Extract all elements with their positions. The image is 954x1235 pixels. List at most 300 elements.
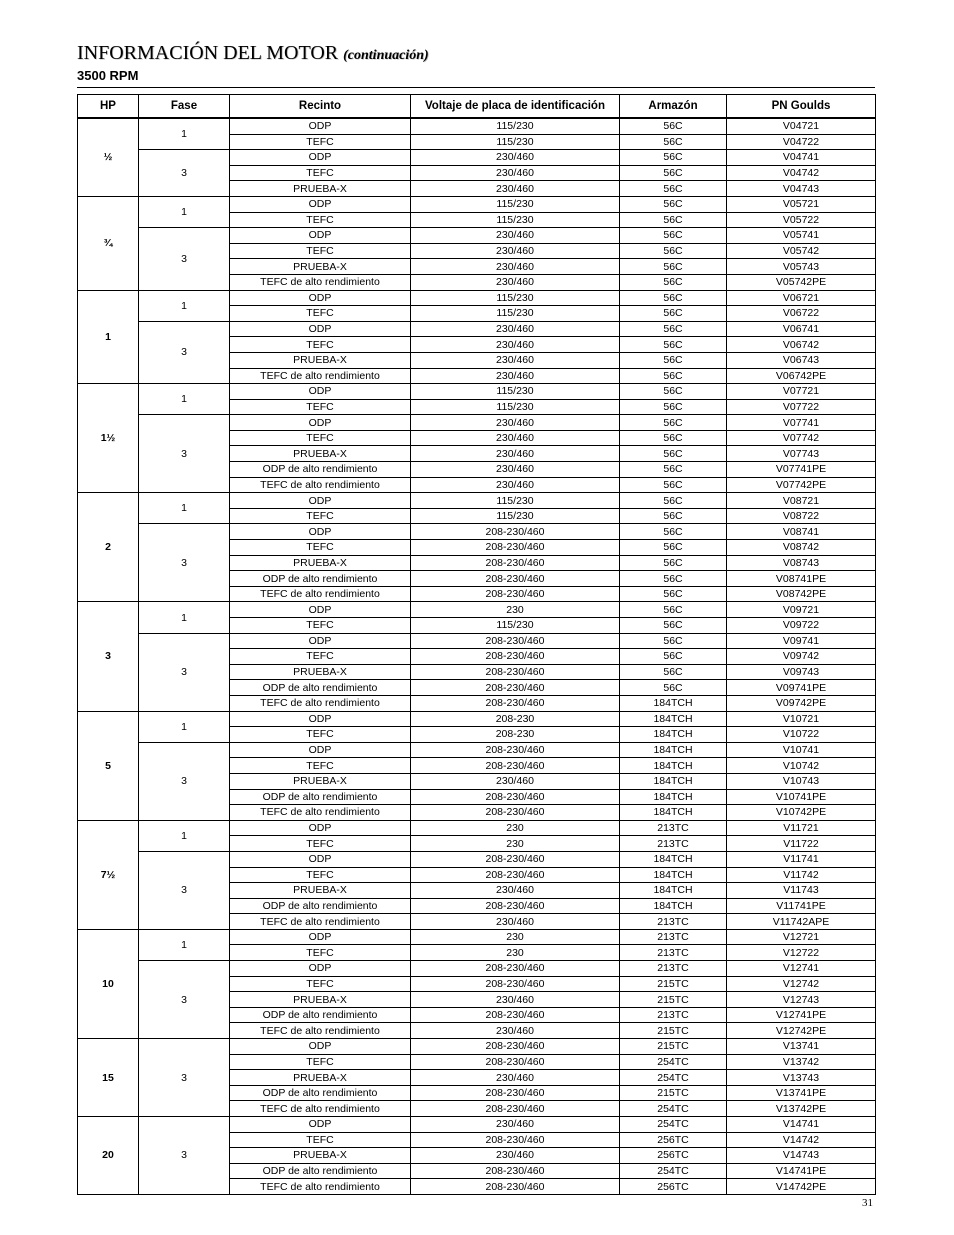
pn-goulds-cell: V13743 [727,1070,876,1086]
voltaje-cell: 230/460 [411,992,620,1008]
pn-goulds-cell: V11743 [727,883,876,899]
pn-goulds-cell: V11742APE [727,914,876,930]
armazon-cell: 56C [620,493,727,509]
pn-goulds-cell: V09721 [727,602,876,618]
armazon-cell: 184TCH [620,773,727,789]
recinto-cell: ODP [230,118,411,134]
pn-goulds-cell: V07743 [727,446,876,462]
armazon-cell: 56C [620,368,727,384]
pn-goulds-cell: V12742 [727,976,876,992]
pn-goulds-cell: V09722 [727,618,876,634]
voltaje-cell: 208-230/460 [411,851,620,867]
recinto-cell: TEFC de alto rendimiento [230,368,411,384]
recinto-cell: TEFC [230,243,411,259]
table-row [78,196,876,212]
column-header-armazon: Armazón [620,95,727,119]
hp-cell: 15 [78,1039,139,1117]
pn-goulds-cell: V14741PE [727,1163,876,1179]
pn-goulds-cell: V07741PE [727,462,876,478]
armazon-cell: 56C [620,150,727,166]
recinto-cell: ODP [230,711,411,727]
armazon-cell: 56C [620,649,727,665]
recinto-cell: ODP [230,929,411,945]
armazon-cell: 56C [620,446,727,462]
fase-cell: 3 [139,961,230,1039]
voltaje-cell: 115/230 [411,399,620,415]
recinto-cell: TEFC [230,134,411,150]
recinto-cell: ODP de alto rendimiento [230,1163,411,1179]
fase-cell: 3 [139,415,230,493]
recinto-cell: TEFC [230,337,411,353]
recinto-cell: TEFC de alto rendimiento [230,914,411,930]
pn-goulds-cell: V08743 [727,555,876,571]
recinto-cell: ODP [230,524,411,540]
column-header-hp: HP [78,95,139,119]
table-row [78,602,876,618]
recinto-cell: ODP [230,290,411,306]
pn-goulds-cell: V04722 [727,134,876,150]
pn-goulds-cell: V14743 [727,1148,876,1164]
voltaje-cell: 208-230/460 [411,789,620,805]
armazon-cell: 254TC [620,1070,727,1086]
pn-goulds-cell: V04741 [727,150,876,166]
pn-goulds-cell: V07742PE [727,477,876,493]
table-row [78,1039,876,1055]
recinto-cell: ODP de alto rendimiento [230,571,411,587]
pn-goulds-cell: V08741 [727,524,876,540]
pn-goulds-cell: V12742PE [727,1023,876,1039]
armazon-cell: 213TC [620,914,727,930]
voltaje-cell: 230/460 [411,914,620,930]
voltaje-cell: 115/230 [411,134,620,150]
recinto-cell: ODP de alto rendimiento [230,462,411,478]
armazon-cell: 56C [620,633,727,649]
recinto-cell: TEFC [230,758,411,774]
armazon-cell: 56C [620,259,727,275]
pn-goulds-cell: V09742 [727,649,876,665]
armazon-cell: 56C [620,352,727,368]
recinto-cell: ODP de alto rendimiento [230,1085,411,1101]
armazon-cell: 184TCH [620,805,727,821]
table-row [78,384,876,400]
hp-cell: ¾ [78,196,139,290]
recinto-cell: ODP [230,321,411,337]
hp-cell: 7½ [78,820,139,929]
recinto-cell: PRUEBA-X [230,446,411,462]
recinto-cell: PRUEBA-X [230,1148,411,1164]
recinto-cell: ODP [230,150,411,166]
recinto-cell: ODP [230,384,411,400]
fase-cell: 3 [139,633,230,711]
voltaje-cell: 115/230 [411,508,620,524]
pn-goulds-cell: V13742PE [727,1101,876,1117]
fase-cell: 1 [139,290,230,321]
fase-cell: 1 [139,196,230,227]
fase-cell: 1 [139,118,230,150]
recinto-cell: TEFC de alto rendimiento [230,586,411,602]
voltaje-cell: 230/460 [411,352,620,368]
voltaje-cell: 230 [411,602,620,618]
armazon-cell: 56C [620,680,727,696]
armazon-cell: 56C [620,462,727,478]
armazon-cell: 215TC [620,992,727,1008]
fase-cell: 1 [139,493,230,524]
pn-goulds-cell: V14741 [727,1117,876,1133]
pn-goulds-cell: V11742 [727,867,876,883]
pn-goulds-cell: V13741 [727,1039,876,1055]
pn-goulds-cell: V07722 [727,399,876,415]
armazon-cell: 56C [620,337,727,353]
voltaje-cell: 230/460 [411,477,620,493]
pn-goulds-cell: V09743 [727,664,876,680]
hp-cell: ½ [78,118,139,196]
voltaje-cell: 115/230 [411,384,620,400]
voltaje-cell: 208-230/460 [411,540,620,556]
column-header-fase: Fase [139,95,230,119]
recinto-cell: TEFC de alto rendimiento [230,274,411,290]
table-header-row [78,95,876,119]
pn-goulds-cell: V06741 [727,321,876,337]
recinto-cell: PRUEBA-X [230,555,411,571]
armazon-cell: 213TC [620,1007,727,1023]
armazon-cell: 56C [620,555,727,571]
column-header-recinto: Recinto [230,95,411,119]
recinto-cell: PRUEBA-X [230,352,411,368]
armazon-cell: 56C [620,306,727,322]
armazon-cell: 56C [620,212,727,228]
recinto-cell: TEFC [230,540,411,556]
armazon-cell: 215TC [620,976,727,992]
fase-cell: 3 [139,1117,230,1195]
armazon-cell: 184TCH [620,898,727,914]
pn-goulds-cell: V11741 [727,851,876,867]
pn-goulds-cell: V12741 [727,961,876,977]
recinto-cell: TEFC [230,618,411,634]
pn-goulds-cell: V06743 [727,352,876,368]
table-row [78,1117,876,1133]
armazon-cell: 254TC [620,1163,727,1179]
table-row [78,321,876,337]
recinto-cell: PRUEBA-X [230,181,411,197]
heading-rule [77,87,875,88]
pn-goulds-cell: V08742PE [727,586,876,602]
voltaje-cell: 230 [411,945,620,961]
pn-goulds-cell: V10743 [727,773,876,789]
armazon-cell: 184TCH [620,695,727,711]
pn-goulds-cell: V12721 [727,929,876,945]
table-row [78,150,876,166]
recinto-cell: ODP [230,602,411,618]
voltaje-cell: 230/460 [411,259,620,275]
armazon-cell: 56C [620,290,727,306]
voltaje-cell: 230/460 [411,1117,620,1133]
table-row [78,118,876,134]
armazon-cell: 184TCH [620,711,727,727]
pn-goulds-cell: V11741PE [727,898,876,914]
hp-cell: 10 [78,929,139,1038]
armazon-cell: 256TC [620,1148,727,1164]
armazon-cell: 56C [620,181,727,197]
table-row [78,524,876,540]
hp-cell: 20 [78,1117,139,1195]
voltaje-cell: 208-230/460 [411,742,620,758]
voltaje-cell: 230/460 [411,883,620,899]
pn-goulds-cell: V04721 [727,118,876,134]
armazon-cell: 56C [620,134,727,150]
recinto-cell: TEFC [230,306,411,322]
column-header-voltaje: Voltaje de placa de identificación [411,95,620,119]
recinto-cell: PRUEBA-X [230,883,411,899]
hp-cell: 1 [78,290,139,384]
voltaje-cell: 230 [411,929,620,945]
voltaje-cell: 208-230/460 [411,555,620,571]
fase-cell: 3 [139,228,230,290]
fase-cell: 3 [139,321,230,383]
armazon-cell: 56C [620,384,727,400]
voltaje-cell: 208-230/460 [411,571,620,587]
voltaje-cell: 208-230/460 [411,586,620,602]
pn-goulds-cell: V04742 [727,165,876,181]
pn-goulds-cell: V10722 [727,727,876,743]
recinto-cell: TEFC [230,836,411,852]
fase-cell: 3 [139,742,230,820]
recinto-cell: ODP [230,493,411,509]
armazon-cell: 56C [620,477,727,493]
recinto-cell: ODP [230,415,411,431]
armazon-cell: 213TC [620,961,727,977]
recinto-cell: PRUEBA-X [230,992,411,1008]
voltaje-cell: 208-230/460 [411,633,620,649]
voltaje-cell: 230/460 [411,228,620,244]
voltaje-cell: 208-230/460 [411,664,620,680]
voltaje-cell: 208-230 [411,727,620,743]
recinto-cell: ODP de alto rendimiento [230,789,411,805]
table-row [78,633,876,649]
voltaje-cell: 208-230/460 [411,695,620,711]
pn-goulds-cell: V05722 [727,212,876,228]
armazon-cell: 56C [620,586,727,602]
voltaje-cell: 208-230/460 [411,961,620,977]
page-title [77,42,429,65]
recinto-cell: ODP [230,196,411,212]
recinto-cell: TEFC de alto rendimiento [230,477,411,493]
voltaje-cell: 230/460 [411,430,620,446]
armazon-cell: 56C [620,165,727,181]
armazon-cell: 56C [620,196,727,212]
pn-goulds-cell: V09741PE [727,680,876,696]
voltaje-cell: 208-230/460 [411,1179,620,1195]
recinto-cell: TEFC [230,508,411,524]
armazon-cell: 215TC [620,1085,727,1101]
armazon-cell: 254TC [620,1054,727,1070]
fase-cell: 3 [139,851,230,929]
recinto-cell: PRUEBA-X [230,259,411,275]
table-row [78,820,876,836]
pn-goulds-cell: V06742 [727,337,876,353]
hp-cell: 3 [78,602,139,711]
pn-goulds-cell: V12741PE [727,1007,876,1023]
pn-goulds-cell: V05721 [727,196,876,212]
voltaje-cell: 230/460 [411,274,620,290]
pn-goulds-cell: V06742PE [727,368,876,384]
recinto-cell: TEFC de alto rendimiento [230,1101,411,1117]
fase-cell: 3 [139,150,230,197]
armazon-cell: 56C [620,274,727,290]
voltaje-cell: 230/460 [411,243,620,259]
armazon-cell: 215TC [620,1039,727,1055]
voltaje-cell: 208-230/460 [411,1054,620,1070]
armazon-cell: 56C [620,664,727,680]
recinto-cell: TEFC de alto rendimiento [230,1179,411,1195]
voltaje-cell: 230/460 [411,150,620,166]
armazon-cell: 184TCH [620,758,727,774]
recinto-cell: ODP [230,228,411,244]
column-header-pn-goulds: PN Goulds [727,95,876,119]
pn-goulds-cell: V10741PE [727,789,876,805]
voltaje-cell: 208-230/460 [411,524,620,540]
voltaje-cell: 208-230 [411,711,620,727]
voltaje-cell: 230/460 [411,446,620,462]
hp-cell: 1½ [78,384,139,493]
armazon-cell: 184TCH [620,742,727,758]
recinto-cell: TEFC de alto rendimiento [230,1023,411,1039]
recinto-cell: ODP [230,820,411,836]
table-row [78,493,876,509]
pn-goulds-cell: V07742 [727,430,876,446]
voltaje-cell: 115/230 [411,618,620,634]
recinto-cell: ODP de alto rendimiento [230,898,411,914]
recinto-cell: TEFC de alto rendimiento [230,805,411,821]
fase-cell: 1 [139,820,230,851]
armazon-cell: 213TC [620,820,727,836]
voltaje-cell: 208-230/460 [411,1085,620,1101]
recinto-cell: ODP de alto rendimiento [230,680,411,696]
hp-cell: 2 [78,493,139,602]
voltaje-cell: 115/230 [411,306,620,322]
table-row [78,290,876,306]
title-main: INFORMACIÓN DEL MOTOR [77,42,339,64]
pn-goulds-cell: V04743 [727,181,876,197]
table-row [78,711,876,727]
pn-goulds-cell: V14742 [727,1132,876,1148]
voltaje-cell: 230/460 [411,368,620,384]
table-row [78,742,876,758]
armazon-cell: 56C [620,321,727,337]
voltaje-cell: 230/460 [411,165,620,181]
voltaje-cell: 208-230/460 [411,898,620,914]
armazon-cell: 215TC [620,1023,727,1039]
voltaje-cell: 230/460 [411,1023,620,1039]
recinto-cell: TEFC [230,165,411,181]
recinto-cell: TEFC de alto rendimiento [230,695,411,711]
pn-goulds-cell: V08742 [727,540,876,556]
voltaje-cell: 208-230/460 [411,867,620,883]
armazon-cell: 56C [620,508,727,524]
voltaje-cell: 230/460 [411,462,620,478]
pn-goulds-cell: V11722 [727,836,876,852]
recinto-cell: TEFC [230,430,411,446]
voltaje-cell: 115/230 [411,212,620,228]
pn-goulds-cell: V05742 [727,243,876,259]
recinto-cell: ODP [230,961,411,977]
hp-cell: 5 [78,711,139,820]
fase-cell: 1 [139,602,230,633]
armazon-cell: 213TC [620,836,727,852]
voltaje-cell: 115/230 [411,196,620,212]
recinto-cell: TEFC [230,212,411,228]
pn-goulds-cell: V05741 [727,228,876,244]
armazon-cell: 213TC [620,929,727,945]
fase-cell: 3 [139,524,230,602]
recinto-cell: TEFC [230,1132,411,1148]
voltaje-cell: 208-230/460 [411,805,620,821]
recinto-cell: TEFC [230,976,411,992]
pn-goulds-cell: V08721 [727,493,876,509]
fase-cell: 3 [139,1039,230,1117]
armazon-cell: 56C [620,602,727,618]
armazon-cell: 184TCH [620,851,727,867]
pn-goulds-cell: V11721 [727,820,876,836]
armazon-cell: 56C [620,228,727,244]
armazon-cell: 184TCH [620,883,727,899]
voltaje-cell: 230/460 [411,321,620,337]
armazon-cell: 184TCH [620,867,727,883]
armazon-cell: 184TCH [620,789,727,805]
voltaje-cell: 208-230/460 [411,680,620,696]
pn-goulds-cell: V07721 [727,384,876,400]
section-heading: 3500 RPM [77,68,139,83]
voltaje-cell: 115/230 [411,118,620,134]
voltaje-cell: 208-230/460 [411,758,620,774]
armazon-cell: 56C [620,524,727,540]
voltaje-cell: 230/460 [411,773,620,789]
table-row [78,851,876,867]
voltaje-cell: 115/230 [411,493,620,509]
voltaje-cell: 208-230/460 [411,1163,620,1179]
pn-goulds-cell: V07741 [727,415,876,431]
fase-cell: 1 [139,929,230,960]
pn-goulds-cell: V05742PE [727,274,876,290]
pn-goulds-cell: V10742PE [727,805,876,821]
recinto-cell: PRUEBA-X [230,773,411,789]
recinto-cell: TEFC [230,649,411,665]
page-number: 31 [862,1197,873,1209]
title-subtitle: (continuación) [343,48,429,63]
armazon-cell: 184TCH [620,727,727,743]
recinto-cell: ODP [230,633,411,649]
recinto-cell: ODP [230,1117,411,1133]
fase-cell: 1 [139,384,230,415]
recinto-cell: TEFC [230,727,411,743]
fase-cell: 1 [139,711,230,742]
armazon-cell: 56C [620,415,727,431]
pn-goulds-cell: V06722 [727,306,876,322]
table-body [78,118,876,1194]
voltaje-cell: 208-230/460 [411,1039,620,1055]
recinto-cell: PRUEBA-X [230,1070,411,1086]
recinto-cell: ODP de alto rendimiento [230,1007,411,1023]
armazon-cell: 254TC [620,1117,727,1133]
voltaje-cell: 230/460 [411,415,620,431]
pn-goulds-cell: V09742PE [727,695,876,711]
table-row [78,961,876,977]
armazon-cell: 213TC [620,945,727,961]
pn-goulds-cell: V05743 [727,259,876,275]
recinto-cell: ODP [230,1039,411,1055]
voltaje-cell: 208-230/460 [411,1101,620,1117]
armazon-cell: 56C [620,540,727,556]
pn-goulds-cell: V13741PE [727,1085,876,1101]
